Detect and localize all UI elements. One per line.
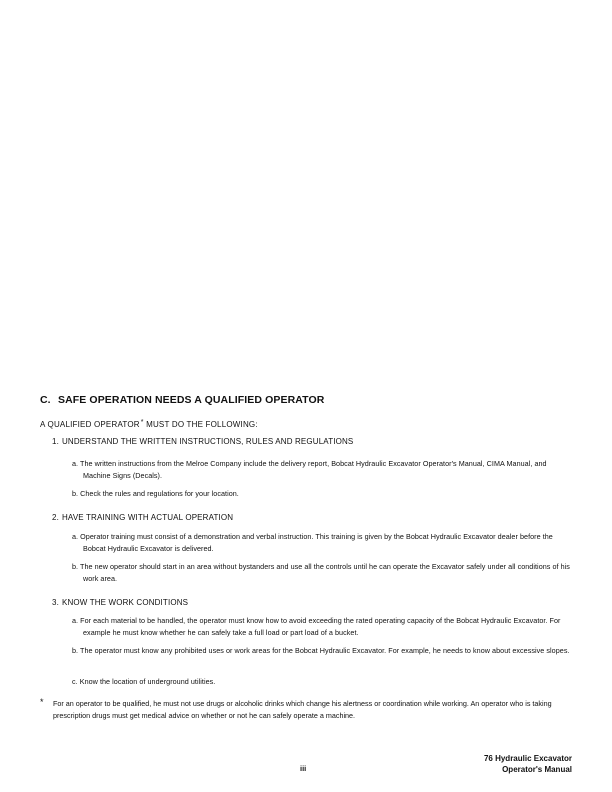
sub-item-2a: a. Operator training must consist of a demonstration and verbal instruction. This training is given by the Bobcat Hydraulic Excavator dealer before the Bobcat Hydraulic Excavator is delivered. <box>72 532 553 553</box>
list-item-title: UNDERSTAND THE WRITTEN INSTRUCTIONS, RULES AND REGULATIONS <box>62 437 354 446</box>
footnote-text: For an operator to be qualified, he must not use drugs or alcoholic drinks which change his alertness or coordination while working. An operator who is taking prescription drugs must get medical advice on whether or not he can safely operate a machine. <box>53 699 552 720</box>
list-item-number: 3. <box>52 598 59 607</box>
list-item-number: 2. <box>52 513 59 522</box>
footnote <box>40 698 572 721</box>
list-item-title: HAVE TRAINING WITH ACTUAL OPERATION <box>62 513 234 522</box>
list-item-title: KNOW THE WORK CONDITIONS <box>62 598 189 607</box>
list-item-number: 1. <box>52 437 59 446</box>
sub-item-3c: c. Know the location of underground utilities. <box>72 677 216 686</box>
intro-text-before: A QUALIFIED OPERATOR <box>40 420 140 429</box>
list-item-1 <box>52 437 353 446</box>
list-item-3 <box>52 598 188 607</box>
intro-text-after: MUST DO THE FOLLOWING: <box>143 420 258 429</box>
section-heading <box>40 394 324 406</box>
section-title: SAFE OPERATION NEEDS A QUALIFIED OPERATOR <box>58 394 325 406</box>
section-letter: C. <box>40 394 51 406</box>
page-number: iii <box>300 764 307 773</box>
footnote-asterisk: * <box>40 697 44 707</box>
footer-title-line2: Operator's Manual <box>502 765 572 774</box>
sub-item-1b: b. Check the rules and regulations for your location. <box>72 489 239 498</box>
sub-item-3b: b. The operator must know any prohibited uses or work areas for the Bobcat Hydraulic Excavator. For example, he needs to know about excessive slopes. <box>72 646 570 655</box>
sub-item-3a: a. For each material to be handled, the operator must know how to avoid exceeding the rated operating capacity of the Bobcat Hydraulic Excavator. For example he must know whether he can safely take a full load or part load of a bucket. <box>72 616 561 637</box>
sub-item-2b: b. The new operator should start in an area without bystanders and use all the controls until he can operate the Excavator safely under all conditions of his work area. <box>72 562 570 583</box>
sub-item-1a: a. The written instructions from the Melroe Company include the delivery report, Bobcat Hydraulic Excavator Operator's Manual, CIMA Manual, and Machine Signs (Decals). <box>72 459 547 480</box>
intro-line <box>40 419 258 429</box>
footer-title <box>484 753 572 775</box>
intro-asterisk: * <box>140 419 144 426</box>
list-item-2 <box>52 513 233 522</box>
footer-title-line1: 76 Hydraulic Excavator <box>483 754 572 763</box>
